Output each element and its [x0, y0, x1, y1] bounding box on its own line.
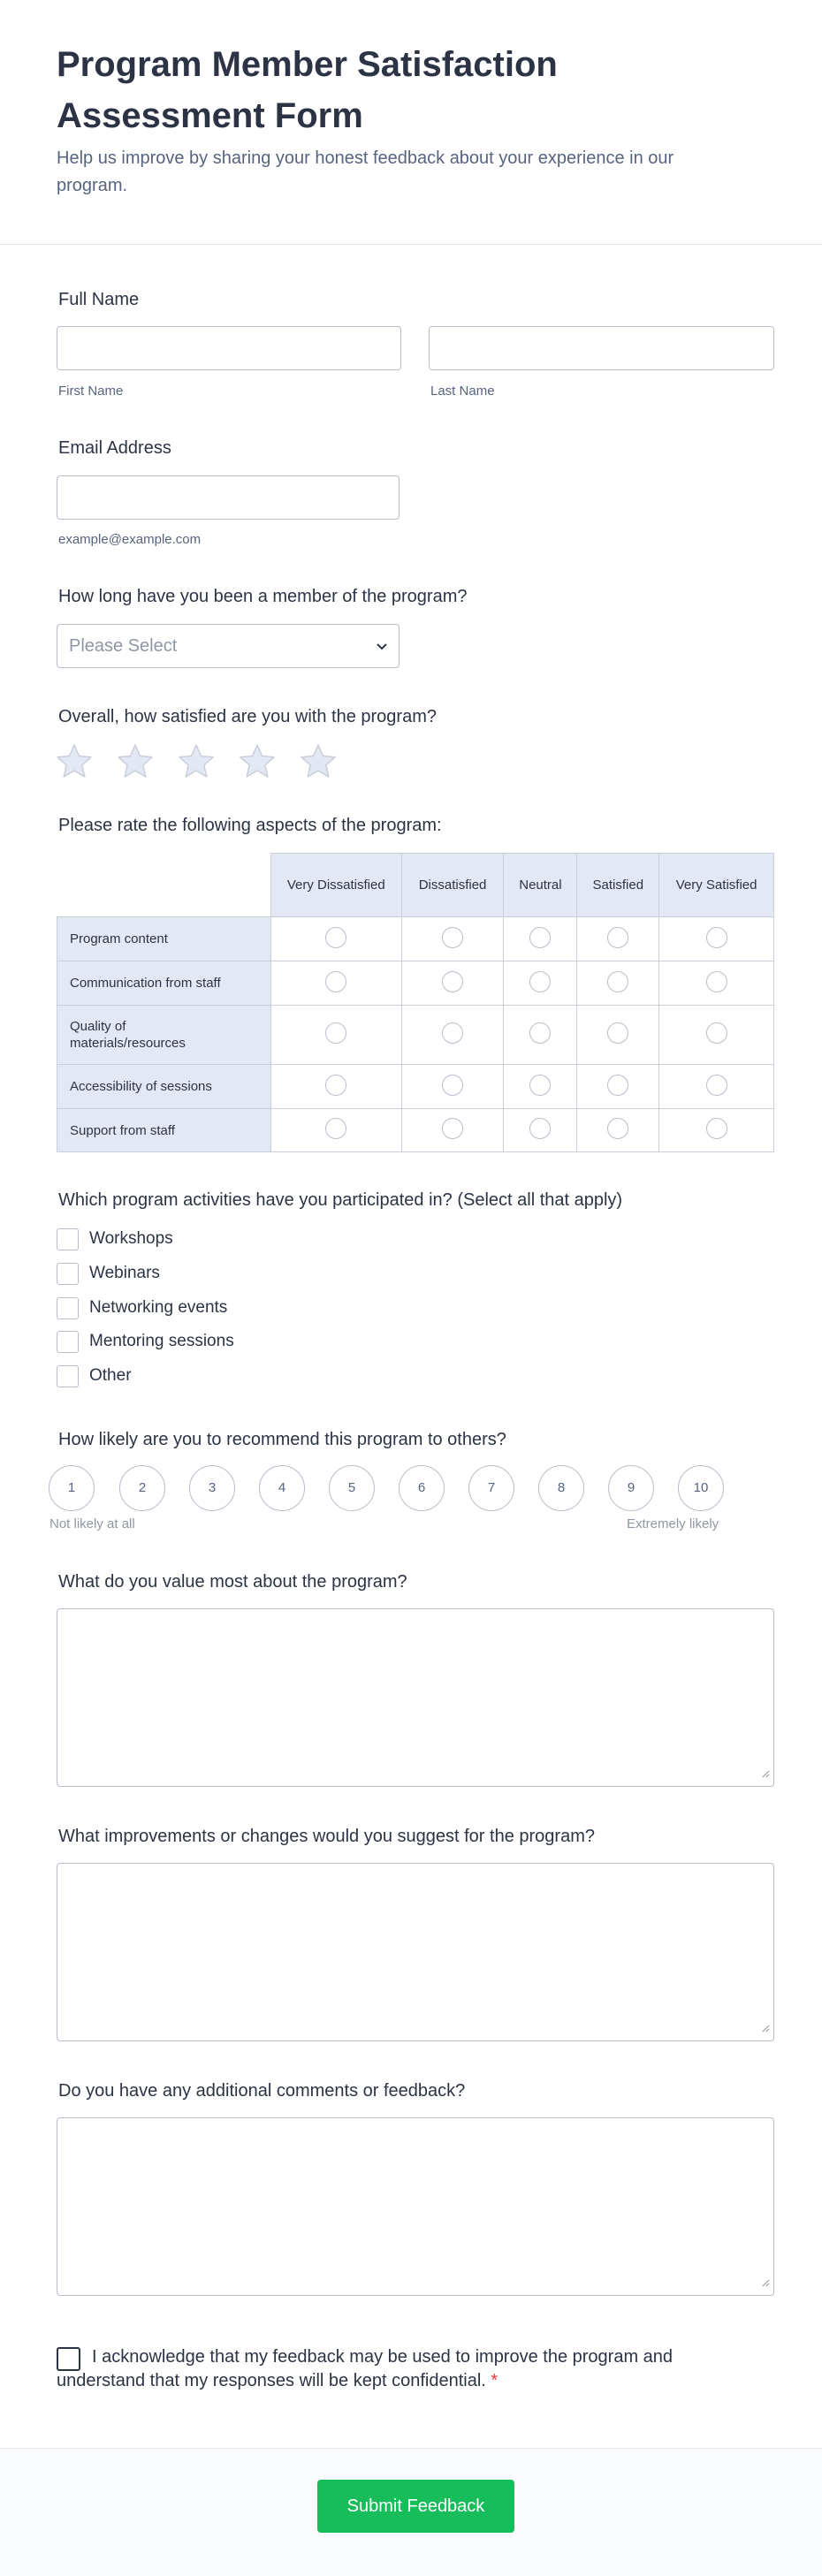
matrix-corner [57, 854, 271, 917]
scale-option[interactable]: 7 [468, 1465, 514, 1511]
matrix-radio[interactable] [607, 971, 628, 992]
value-most-label: What do you value most about the program? [58, 1572, 407, 1592]
additional-textarea[interactable] [57, 2117, 774, 2296]
matrix-radio[interactable] [529, 927, 551, 948]
additional-label: Do you have any additional comments or feedback? [58, 2081, 466, 2101]
page-subtitle: Help us improve by sharing your honest feedback about your experience in our program. [57, 148, 674, 195]
matrix-row [57, 917, 774, 961]
resize-grip-icon[interactable] [761, 2276, 770, 2291]
scale-low-label: Not likely at all [49, 1516, 135, 1531]
scale-option[interactable]: 10 [678, 1465, 724, 1511]
recommend-label: How likely are you to recommend this program to others? [58, 1430, 506, 1449]
checkbox-label: Webinars [89, 1264, 160, 1282]
membership-select-value: Please Select [69, 636, 178, 656]
matrix-radio[interactable] [325, 1022, 346, 1044]
matrix-radio[interactable] [529, 971, 551, 992]
checkbox-label: Networking events [89, 1298, 228, 1317]
matrix-row [57, 1006, 774, 1065]
matrix-radio[interactable] [442, 1022, 463, 1044]
checkbox[interactable] [57, 1331, 79, 1353]
membership-label: How long have you been a member of the program? [58, 587, 468, 606]
checkbox-label: Mentoring sessions [89, 1332, 234, 1350]
page-title: Program Member Satisfaction Assessment Form [57, 45, 558, 135]
first-name-input[interactable] [57, 326, 401, 370]
matrix-row-label: Support from staff [57, 1109, 271, 1152]
matrix-radio[interactable] [325, 927, 346, 948]
matrix-radio[interactable] [325, 971, 346, 992]
scale-option[interactable]: 1 [49, 1465, 95, 1511]
checkbox-label: Workshops [89, 1229, 173, 1248]
email-input[interactable] [57, 475, 400, 520]
acknowledge-label [57, 2345, 728, 2393]
matrix-radio[interactable] [607, 1022, 628, 1044]
matrix-col-satisfied: Satisfied [577, 854, 659, 917]
acknowledge-text: I acknowledge that my feedback may be used to improve the program and understand that my responses will be kept confidential. [57, 2347, 674, 2390]
header-divider [0, 244, 822, 245]
checkbox-label: Other [89, 1366, 132, 1385]
scale-high-label: Extremely likely [627, 1516, 719, 1531]
checkbox[interactable] [57, 1365, 79, 1387]
required-marker: * [491, 2371, 499, 2390]
matrix-row [57, 1109, 774, 1152]
matrix-radio[interactable] [529, 1118, 551, 1139]
scale-option[interactable]: 6 [399, 1465, 445, 1511]
matrix-radio[interactable] [529, 1022, 551, 1044]
matrix-radio[interactable] [325, 1075, 346, 1096]
matrix-radio[interactable] [325, 1118, 346, 1139]
checkbox[interactable] [57, 1297, 79, 1319]
improvements-textarea[interactable] [57, 1863, 774, 2041]
matrix-radio[interactable] [442, 1075, 463, 1096]
matrix-radio[interactable] [442, 1118, 463, 1139]
matrix-header-row [57, 854, 774, 917]
scale-option[interactable]: 9 [608, 1465, 654, 1511]
scale-option[interactable]: 2 [119, 1465, 165, 1511]
matrix-col-dissatisfied: Dissatisfied [401, 854, 504, 917]
scale-option[interactable]: 3 [189, 1465, 235, 1511]
email-label: Email Address [58, 438, 171, 458]
matrix-radio[interactable] [706, 971, 727, 992]
matrix-label: Please rate the following aspects of the program: [58, 816, 442, 835]
matrix-row [57, 961, 774, 1006]
satisfaction-matrix [57, 853, 774, 1152]
matrix-radio[interactable] [706, 1118, 727, 1139]
star-icon[interactable] [299, 742, 338, 779]
membership-select[interactable] [57, 624, 400, 668]
matrix-col-very-satisfied: Very Satisfied [659, 854, 774, 917]
matrix-radio[interactable] [607, 927, 628, 948]
checkbox[interactable] [57, 1228, 79, 1250]
value-most-textarea[interactable] [57, 1608, 774, 1787]
star-icon[interactable] [55, 742, 94, 779]
matrix-radio[interactable] [442, 971, 463, 992]
email-sublabel: example@example.com [58, 532, 202, 547]
scale-option[interactable]: 5 [329, 1465, 375, 1511]
matrix-row-label: Quality of materials/resources [57, 1006, 271, 1065]
star-icon[interactable] [116, 742, 155, 779]
resize-grip-icon[interactable] [761, 1767, 770, 1782]
full-name-label: Full Name [58, 290, 140, 309]
matrix-row-label: Program content [57, 917, 271, 961]
matrix-col-neutral: Neutral [504, 854, 577, 917]
rating-label: Overall, how satisfied are you with the program? [58, 707, 437, 726]
matrix-radio[interactable] [706, 1022, 727, 1044]
matrix-radio[interactable] [607, 1118, 628, 1139]
resize-grip-icon[interactable] [761, 2021, 770, 2037]
scale-option[interactable]: 4 [259, 1465, 305, 1511]
activities-label: Which program activities have you participated in? (Select all that apply) [58, 1190, 623, 1210]
last-name-input[interactable] [429, 326, 774, 370]
matrix-radio[interactable] [607, 1075, 628, 1096]
last-name-sublabel: Last Name [430, 384, 495, 399]
matrix-radio[interactable] [442, 927, 463, 948]
checkbox[interactable] [57, 1263, 79, 1285]
matrix-row-label: Communication from staff [57, 961, 271, 1006]
matrix-radio[interactable] [529, 1075, 551, 1096]
submit-button[interactable]: Submit Feedback [317, 2480, 514, 2533]
scale-option[interactable]: 8 [538, 1465, 584, 1511]
star-icon[interactable] [177, 742, 216, 779]
footer-divider [0, 2448, 822, 2449]
chevron-down-icon [374, 638, 390, 658]
matrix-radio[interactable] [706, 927, 727, 948]
matrix-radio[interactable] [706, 1075, 727, 1096]
improvements-label: What improvements or changes would you suggest for the program? [58, 1827, 595, 1846]
first-name-sublabel: First Name [58, 384, 124, 399]
matrix-col-very-dissatisfied: Very Dissatisfied [270, 854, 401, 917]
matrix-row [57, 1065, 774, 1109]
star-icon[interactable] [238, 742, 277, 779]
matrix-row-label: Accessibility of sessions [57, 1065, 271, 1109]
